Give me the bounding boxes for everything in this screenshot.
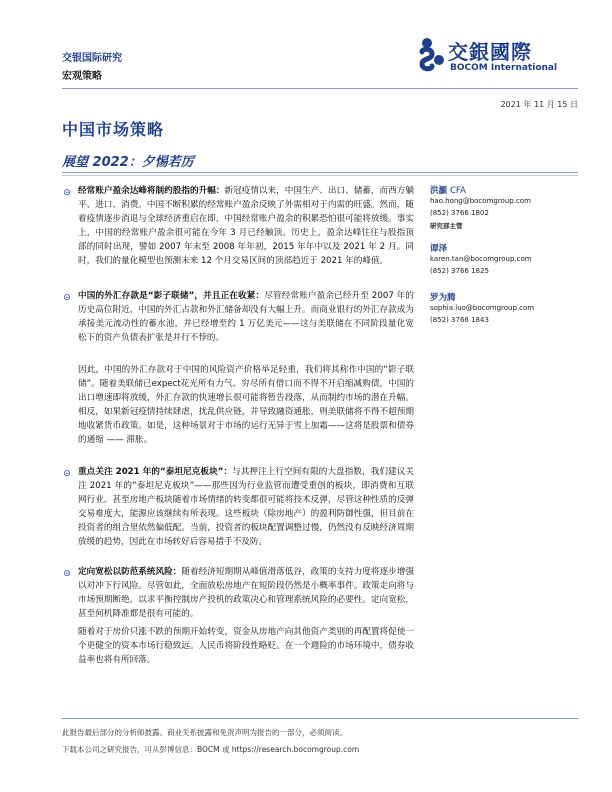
- paragraph-text: 与其押注上行空间有限的大盘指数，我们建议关注 2021 年的“泰坦尼克板块”——那些因为行业监管而遭受重创的板块，即消费和互联网行业。甚至房地产板块随着市场情绪的转变都很可能将技术反弹，尽管这种性质的反弹交易难度大，能源应该继续有所表现。这些板块（除房地产）的盈利防御性强，但目前在投资者的组合里依然偏低配。当前，投资者的板块配置调整过慢，仍然没有反映经济周期放缓的趋势，因此在市场转好后容易措手不及防。: [78, 467, 414, 547]
- analyst-email[interactable]: karen.tan@bocomgroup.com: [430, 255, 532, 263]
- brand-name: 交银国际研究: [62, 53, 122, 64]
- analyst-name: 谭泽: [430, 244, 448, 254]
- analyst-phone: (852) 3766 1843: [430, 315, 489, 324]
- report-title: 中国市场策略: [62, 120, 165, 139]
- analyst-card: [430, 291, 580, 326]
- analyst-credential: CFA: [449, 186, 466, 196]
- analyst-name: 洪灝 CFA: [430, 186, 466, 196]
- analyst-email[interactable]: hao.hong@bocomgroup.com: [430, 197, 531, 205]
- paragraph-lead: 中国的外汇存款是“影子联储”，并且正在收紧：: [78, 291, 265, 301]
- header-divider: [62, 88, 578, 89]
- paragraph-lead: 经常账户盈余达峰将制约股指的升幅：: [78, 186, 225, 196]
- paragraph-targeted-easing: [78, 566, 414, 622]
- logo-name: 交銀國際: [448, 40, 532, 64]
- analyst-card: [430, 242, 580, 277]
- logo-english: BOCOM International: [450, 63, 558, 73]
- paragraph-reallocation: [78, 626, 414, 668]
- analyst-phone: (852) 3766 1825: [430, 266, 489, 275]
- paragraph-text: 尽管经常账户盈余已经升至 2007 年的历史高位附近，中国的外汇占款和外汇储备却没有大幅上升。而商业银行的外汇存款成为承接美元流动性的蓄水池，并已经增至约 1 万亿美元——这与美联储在不同阶段量化宽松下的资产负债表扩张是并行不悖的。: [78, 291, 414, 343]
- paragraph-shadow-fed: [78, 364, 414, 447]
- paragraph-lead: 定向宽松以防范系统风险：: [78, 567, 182, 577]
- report-subtitle: 展望 2022：夕惕若厉: [62, 155, 194, 170]
- download-note[interactable]: 下载本公司之研究报告，可从彭博信息：BOCM 或 https://research.bocomgroup.com: [62, 745, 360, 754]
- paragraph-text: 因此，中国的外汇存款对于中国的风险资产价格举足轻重，我们将其称作中国的“影子联储”。随着美联储已expect花光所有力气、穷尽所有借口而不得不开启缩减购债，中国的出口增速即将放缓，外汇存款的快速增长很可能将暂告段落，从而制约市场的潜在升幅。相反，如果新冠疫情持续肆虐，扰乱供应链，并导致融资通胀，则美联储将不得不超预期地收紧货币政策。如是，这种场景对于市场的运行无异于雪上加霜——这将是股票和债券的通缩 —— 滞胀。: [78, 365, 414, 445]
- disclaimer-note: 此报告最后部分的分析师披露、商业关系披露和免责声明为报告的一部分，必须阅读。: [62, 728, 347, 737]
- subtitle-divider-secondary: [62, 175, 578, 176]
- paragraph-text: 随着经济短期期从峰值滑落低谷，政策的支持力度将逐步增强以对冲下行风险。尽管如此，全面放松房地产在短阶段仍然是小概率事件。政策走向将与市场预期断绝，以求平衡控制房产投机的政策决心和管理系统风险的必要性。定向宽松，甚至何机降准都是很有可能的。: [78, 567, 414, 619]
- analyst-card: [430, 184, 580, 230]
- analyst-name: 罗为腾: [430, 293, 456, 303]
- analyst-role: 研究部主管: [430, 222, 463, 230]
- paragraph-fx-deposits: [78, 290, 414, 346]
- paragraph-current-account: [78, 185, 414, 268]
- subtitle-divider: [62, 172, 578, 173]
- circled-arrow-icon: ⊝: [63, 469, 71, 479]
- section-label: 宏观策略: [62, 71, 102, 82]
- paragraph-text: 随着对于房价只涨不跌的预期开始转变，资金从房地产向其他资产类别的再配置将促使一个更健全的资本市场行稳致远。人民币将阶段性略贬。在一个週险的市场环境中，债券收益率也将有所回落。: [78, 627, 414, 665]
- bocom-logo-icon: [418, 36, 446, 74]
- paragraph-lead: 重点关注 2021 年的“泰坦尼克板块”：: [78, 467, 233, 477]
- bocom-logo: [418, 36, 578, 78]
- footer-divider: [62, 718, 578, 719]
- circled-arrow-icon: ⊝: [63, 188, 71, 198]
- report-date: 2021 年 11 月 15 日: [500, 100, 578, 109]
- circled-arrow-icon: ⊝: [63, 569, 71, 579]
- circled-arrow-icon: ⊝: [63, 293, 71, 303]
- paragraph-titanic-sectors: [78, 466, 414, 549]
- analyst-phone: (852) 3766 1802: [430, 208, 489, 217]
- paragraph-text: 新冠疫情以来，中国生产、出口、储蓄，而西方躺平、进口、消费。中国不断积累的经常账户盈余反映了外需相对于内需的旺盛。然而，随着疫情逐步消退与全球经济重启在即，中国经常账户盈余的积累恐怕很可能将放缓。事实上，中国的经常账户盈余很可能在今年 3 月已经触顶。历史上，盈余达峰往往与股指顶部的同时出现，譬如 2007 年末至 2008 年年初，2015 年年中以及 2021 年 2 月。同时，我们的量化模型也预测未来 12 个月交易区间的顶部趋近于 2021 年的峰值。: [78, 186, 414, 266]
- analyst-email[interactable]: sophia.luo@bocomgroup.com: [430, 304, 535, 312]
